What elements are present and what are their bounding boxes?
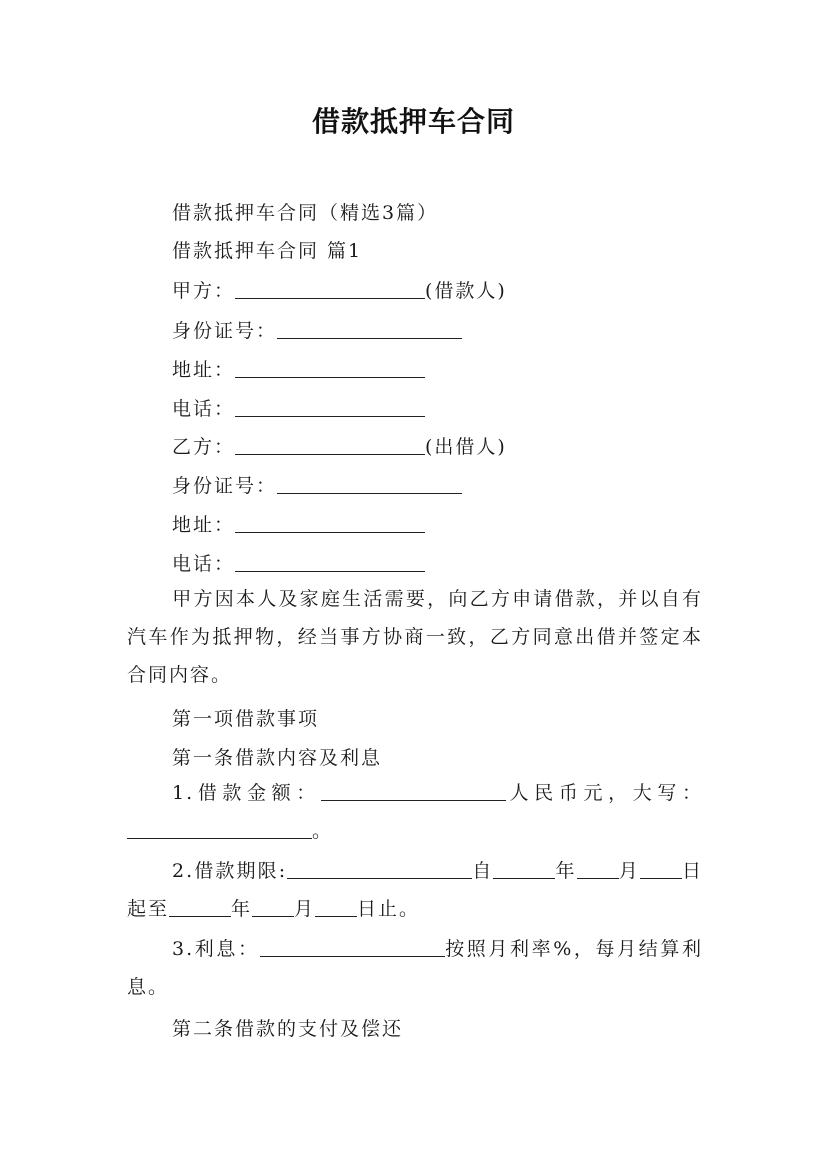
party-a-id-blank bbox=[277, 320, 462, 339]
party-b-phone-line bbox=[172, 549, 425, 576]
preamble-text: 甲方因本人及家庭生活需要，向乙方申请借款，并以自有汽车作为抵押物，经当事方协商一致，乙方同意出借并签定本合同内容。 bbox=[127, 588, 703, 686]
document-title: 借款抵押车合同 bbox=[311, 105, 515, 138]
clause2-term-blank bbox=[287, 860, 472, 879]
clause2-start-month-blank bbox=[577, 860, 619, 879]
party-a-id-line bbox=[172, 316, 462, 343]
article1-heading: 第一条借款内容及利息 bbox=[172, 747, 383, 769]
clause1-label: 1.借款金额： bbox=[172, 782, 321, 804]
clause2-year-1: 年 bbox=[555, 860, 577, 882]
party-b-id-label: 身份证号： bbox=[172, 475, 278, 497]
clause2-day-from: 日起至 bbox=[127, 860, 703, 920]
clause1-capital-blank bbox=[127, 820, 312, 839]
party-a-line bbox=[172, 276, 507, 303]
clause2-end-year-blank bbox=[169, 898, 231, 917]
clause2-start-day-blank bbox=[640, 860, 682, 879]
party-b-address-label: 地址： bbox=[172, 514, 236, 536]
party-a-phone-blank bbox=[235, 398, 425, 417]
party-b-name-blank bbox=[235, 436, 425, 455]
party-b-phone-blank bbox=[235, 553, 425, 572]
clause2-end-month-blank bbox=[252, 898, 294, 917]
clause3-text: 按照月利率%，每月结算利息。 bbox=[127, 938, 703, 998]
clause2-from: 自 bbox=[472, 860, 494, 882]
intro-line: 借款抵押车合同（精选3篇） bbox=[172, 202, 439, 224]
party-a-name-blank bbox=[235, 280, 425, 299]
party-b-address-blank bbox=[235, 514, 425, 533]
clause1-unit: 人民币元，大写： bbox=[505, 782, 703, 804]
article2-heading: 第二条借款的支付及偿还 bbox=[172, 1018, 404, 1040]
party-a-address-line bbox=[172, 355, 425, 382]
party-a-role: (借款人) bbox=[425, 280, 507, 302]
party-a-label: 甲方： bbox=[172, 280, 236, 302]
clause1-paragraph bbox=[127, 774, 703, 850]
clause2-end-day-blank bbox=[315, 898, 357, 917]
clause3-paragraph bbox=[127, 930, 703, 1006]
clause2-year-2: 年 bbox=[231, 898, 253, 920]
party-a-address-blank bbox=[235, 359, 425, 378]
clause1-amount-blank bbox=[321, 782, 506, 801]
party-a-id-label: 身份证号： bbox=[172, 320, 278, 342]
item1-heading: 第一项借款事项 bbox=[172, 708, 320, 730]
clause2-paragraph bbox=[127, 852, 703, 928]
party-b-id-line bbox=[172, 471, 462, 498]
party-a-phone-line bbox=[172, 394, 425, 421]
party-a-address-label: 地址： bbox=[172, 359, 236, 381]
party-b-label: 乙方： bbox=[172, 436, 236, 458]
clause3-label: 3.利息： bbox=[172, 938, 260, 960]
party-b-phone-label: 电话： bbox=[172, 553, 236, 575]
clause2-month-1: 月 bbox=[618, 860, 640, 882]
party-b-line bbox=[172, 432, 507, 459]
clause1-end: 。 bbox=[312, 820, 334, 842]
clause2-month-2: 月 bbox=[294, 898, 316, 920]
party-a-phone-label: 电话： bbox=[172, 398, 236, 420]
party-b-address-line bbox=[172, 510, 425, 537]
clause2-day-end: 日止。 bbox=[357, 898, 421, 920]
clause3-interest-blank bbox=[260, 938, 445, 957]
party-b-role: (出借人) bbox=[425, 436, 507, 458]
section-heading: 借款抵押车合同 篇1 bbox=[172, 240, 363, 262]
clause2-start-year-blank bbox=[493, 860, 555, 879]
preamble-paragraph bbox=[127, 580, 703, 694]
party-b-id-blank bbox=[277, 475, 462, 494]
clause2-label: 2.借款期限: bbox=[172, 860, 288, 882]
